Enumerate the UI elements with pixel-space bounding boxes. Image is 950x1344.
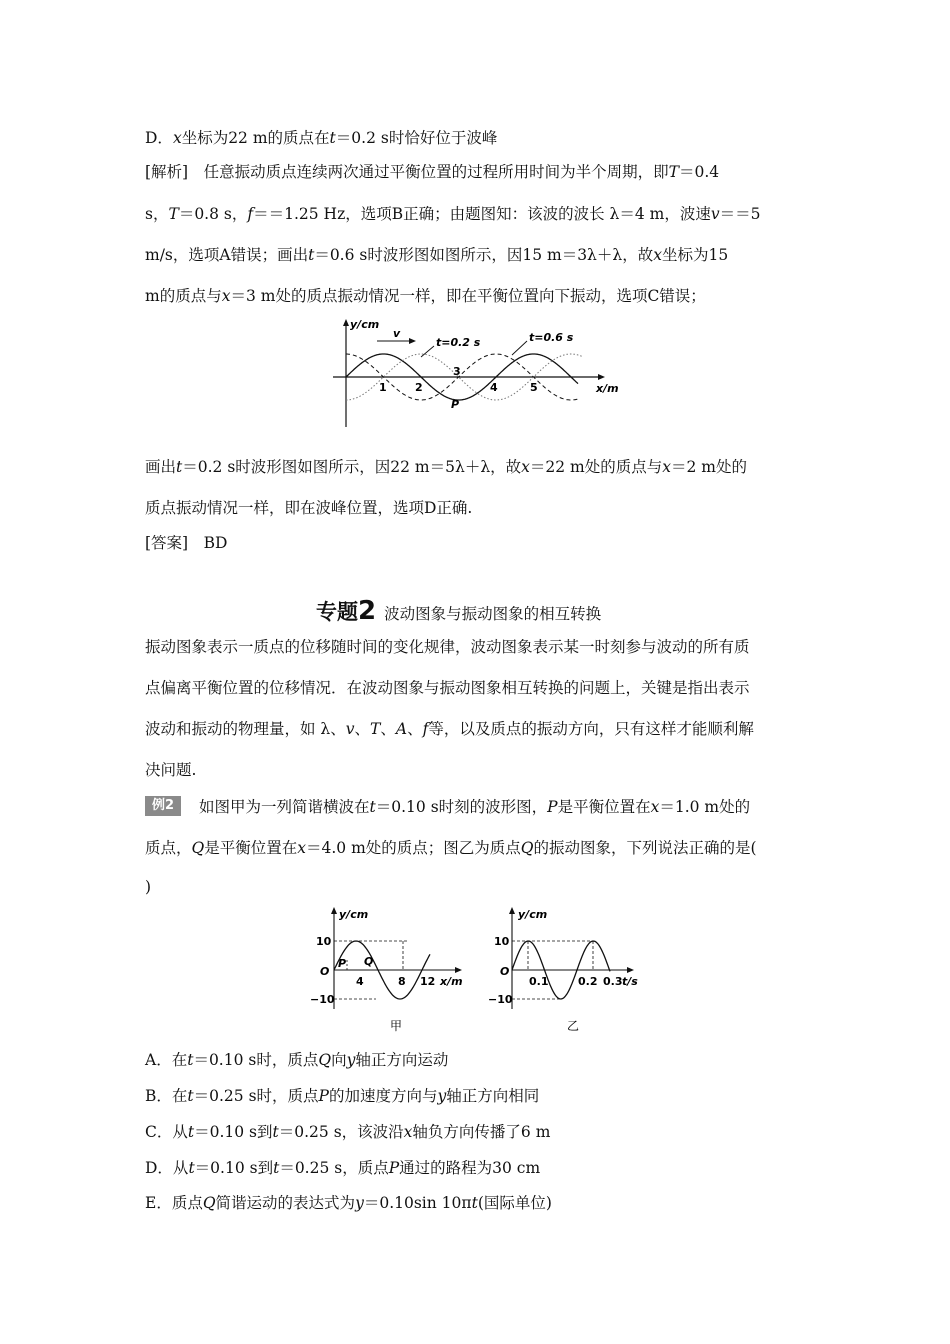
yi-y-axis-arrow <box>509 907 515 914</box>
yi-y-top: 10 <box>494 935 510 948</box>
yi-x-label: t/s <box>622 975 638 988</box>
analysis-line-3: m/s，选项A错误；画出t＝0.6 s时波形图如图所示，因15 m＝3λ＋λ，故x坐标为15 <box>145 246 729 264</box>
yi-origin: O <box>500 965 510 978</box>
jia-tick-8: 8 <box>398 975 406 988</box>
y-axis-label: y/cm <box>350 318 380 331</box>
t06-label: t=0.6 s <box>529 331 574 344</box>
option-d-prev: D．x坐标为22 m的质点在t＝0.2 s时恰好位于波峰 <box>145 129 498 147</box>
velocity-label: v <box>393 327 401 340</box>
t02-pointer <box>421 346 434 357</box>
intro-line-1: 振动图象表示一质点的位移随时间的变化规律，波动图象表示某一时刻参与波动的所有质 <box>145 638 750 656</box>
tick-1: 1 <box>379 381 387 394</box>
intro-line-4: 决问题. <box>145 761 197 779</box>
jia-tick-4: 4 <box>356 975 364 988</box>
yi-y-bottom: −10 <box>488 993 513 1006</box>
section-number: 2 <box>358 596 377 626</box>
section-heading <box>316 596 601 626</box>
section-subtitle: 波动图象与振动图象的相互转换 <box>384 605 602 623</box>
yi-tick-03: 0.3 <box>603 975 623 988</box>
jia-caption: 甲 <box>390 1019 403 1033</box>
option-a: A．在t＝0.10 s时，质点Q向y轴正方向运动 <box>145 1051 449 1069</box>
jia-q-label: Q <box>364 955 374 968</box>
jia-y-axis-arrow <box>331 907 337 914</box>
intro-line-2: 点偏离平衡位置的位移情况．在波动图象与振动图象相互转换的问题上，关键是指出表示 <box>145 679 750 697</box>
example-line-3: ) <box>145 878 152 896</box>
x-axis-label: x/m <box>596 382 619 395</box>
analysis-line-5: 画出t＝0.2 s时波形图如图所示，因22 m＝5λ＋λ，故x＝22 m处的质点与x＝2 m处的 <box>145 458 747 476</box>
yi-y-label: y/cm <box>518 908 548 921</box>
t02-label: t=0.2 s <box>436 336 481 349</box>
option-b: B．在t＝0.25 s时，质点P的加速度方向与y轴正方向相同 <box>145 1087 540 1105</box>
y-axis-arrow <box>343 319 349 326</box>
jia-y-label: y/cm <box>339 908 369 921</box>
intro-line-3: 波动和振动的物理量，如 λ、v、T、A、f等，以及质点的振动方向，只有这样才能顺利解 <box>145 720 754 738</box>
jia-x-axis-arrow <box>455 967 462 973</box>
x-axis-arrow <box>598 374 605 380</box>
example-line-1: 如图甲为一列简谐横波在t＝0.10 s时刻的波形图，P是平衡位置在x＝1.0 m处的 <box>199 798 751 816</box>
yi-tick-01: 0.1 <box>529 975 549 988</box>
analysis-line-2: s，T＝0.8 s，f＝＝1.25 Hz，选项B正确；由题图知：该波的波长 λ＝4 m，波速v＝＝5 <box>145 205 761 223</box>
yi-x-axis-arrow <box>627 967 634 973</box>
t06-pointer <box>512 341 527 355</box>
analysis-line-6: 质点振动情况一样，即在波峰位置，选项D正确. <box>145 499 473 517</box>
figure-jia <box>310 905 470 1037</box>
jia-tick-12: 12 <box>420 975 436 988</box>
answer-line: [答案] BD <box>145 534 228 552</box>
example-line-2: 质点，Q是平衡位置在x＝4.0 m处的质点；图乙为质点Q的振动图象，下列说法正确的是( <box>145 839 757 857</box>
option-c: C．从t＝0.10 s到t＝0.25 s，该波沿x轴负方向传播了6 m <box>145 1123 551 1141</box>
jia-x-label: x/m <box>440 975 463 988</box>
jia-y-bottom: −10 <box>310 993 335 1006</box>
figure-yi <box>482 905 647 1037</box>
analysis-line-4: m的质点与x＝3 m处的质点振动情况一样，即在平衡位置向下振动，选项C错误； <box>145 287 706 305</box>
jia-y-top: 10 <box>316 935 332 948</box>
tick-4: 4 <box>490 381 498 394</box>
yi-tick-02: 0.2 <box>578 975 598 988</box>
velocity-arrow-head <box>409 338 416 344</box>
tick-5: 5 <box>530 381 538 394</box>
option-e: E．质点Q简谐运动的表达式为y＝0.10sin 10πt(国际单位) <box>145 1194 552 1212</box>
yi-caption: 乙 <box>567 1019 580 1033</box>
option-d: D．从t＝0.10 s到t＝0.25 s，质点P通过的路程为30 cm <box>145 1159 541 1177</box>
point-p-label: P <box>451 398 460 411</box>
tick-2: 2 <box>415 381 423 394</box>
wave-figure <box>330 315 625 435</box>
jia-p-label: P <box>338 957 347 970</box>
jia-origin: O <box>320 965 330 978</box>
analysis-line-1: [解析] 任意振动质点连续两次通过平衡位置的过程所用时间为半个周期，即T＝0.4 <box>145 163 720 181</box>
tick-3: 3 <box>453 365 461 378</box>
example-badge: 例2 <box>145 796 181 816</box>
section-title: 专题 <box>316 600 358 624</box>
